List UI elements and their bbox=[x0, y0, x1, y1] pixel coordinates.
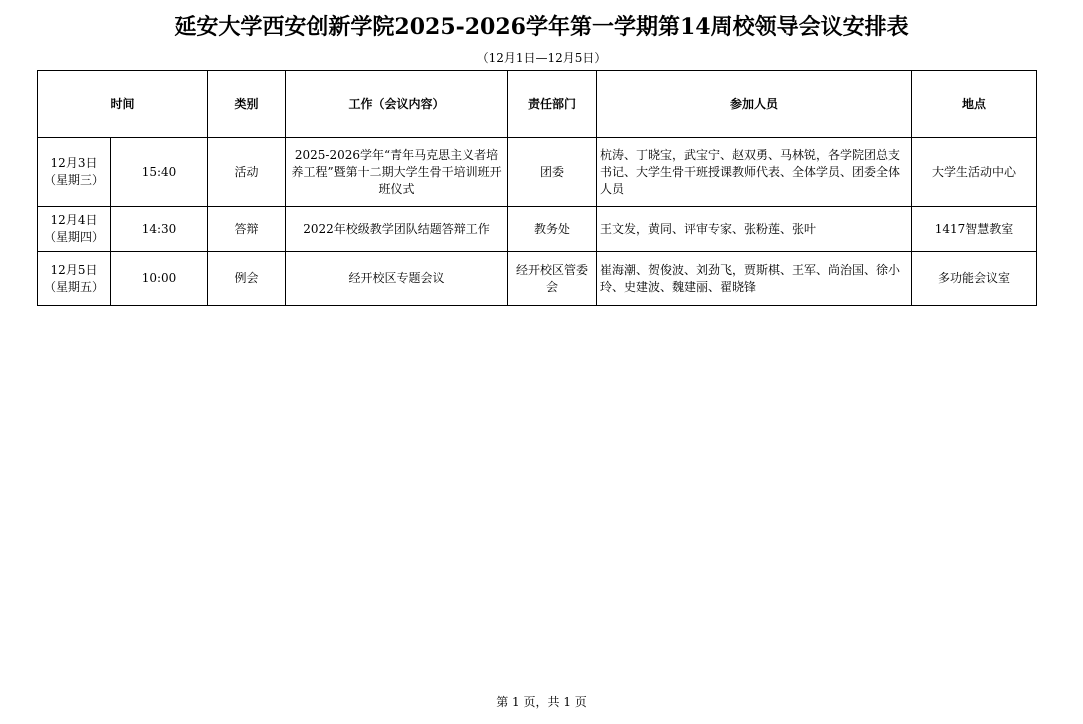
weekday: （星期四） bbox=[43, 230, 104, 244]
time-cell: 15:40 bbox=[111, 138, 208, 207]
work-cell: 2025-2026学年“青年马克思主义者培养工程”暨第十二期大学生骨干培训班开班仪式 bbox=[286, 138, 508, 207]
date: 12月4日 bbox=[50, 213, 98, 227]
department-cell: 经开校区管委会 bbox=[508, 252, 597, 306]
date-cell bbox=[38, 207, 111, 252]
location-cell: 大学生活动中心 bbox=[912, 138, 1037, 207]
header-row bbox=[38, 71, 1037, 138]
department-cell: 教务处 bbox=[508, 207, 597, 252]
category-cell: 活动 bbox=[208, 138, 286, 207]
participants-cell: 崔海潮、贺俊波、刘劲飞，贾斯棋、王军、尚治国、徐小玲、史建波、魏建丽、翟晓锋 bbox=[597, 252, 912, 306]
date-cell bbox=[38, 252, 111, 306]
date: 12月3日 bbox=[50, 156, 98, 170]
category-cell: 例会 bbox=[208, 252, 286, 306]
header-department: 责任部门 bbox=[508, 71, 597, 138]
time-cell: 10:00 bbox=[111, 252, 208, 306]
header-time: 时间 bbox=[38, 71, 208, 138]
header-category: 类别 bbox=[208, 71, 286, 138]
participants-cell: 杭涛、丁晓宝，武宝宁、赵双勇、马林锐，各学院团总支书记、大学生骨干班授课教师代表、全体学员、团委全体人员 bbox=[597, 138, 912, 207]
document-subtitle: （12月1日—12月5日） bbox=[476, 51, 607, 65]
date-cell bbox=[38, 138, 111, 207]
work-cell: 经开校区专题会议 bbox=[286, 252, 508, 306]
category-cell: 答辩 bbox=[208, 207, 286, 252]
location-cell: 多功能会议室 bbox=[912, 252, 1037, 306]
participants-cell: 王文发，黄同、评审专家、张粉莲、张叶 bbox=[597, 207, 912, 252]
header-location: 地点 bbox=[912, 71, 1037, 138]
weekday: （星期五） bbox=[43, 279, 104, 294]
document-title: 延安大学西安创新学院2025-2026学年第一学期第14周校领导会议安排表 bbox=[174, 14, 909, 40]
schedule-table bbox=[37, 70, 1037, 306]
header-participants: 参加人员 bbox=[597, 71, 912, 138]
location-cell: 1417智慧教室 bbox=[912, 207, 1037, 252]
table-row bbox=[38, 138, 1037, 207]
table-row bbox=[38, 252, 1037, 306]
header-work: 工作（会议内容） bbox=[286, 71, 508, 138]
time-cell: 14:30 bbox=[111, 207, 208, 252]
page-footer: 第 1 页，共 1 页 bbox=[496, 695, 587, 709]
weekday: （星期三） bbox=[43, 173, 104, 187]
table-row bbox=[38, 207, 1037, 252]
department-cell: 团委 bbox=[508, 138, 597, 207]
work-cell: 2022年校级教学团队结题答辩工作 bbox=[286, 207, 508, 252]
date: 12月5日 bbox=[50, 262, 98, 277]
